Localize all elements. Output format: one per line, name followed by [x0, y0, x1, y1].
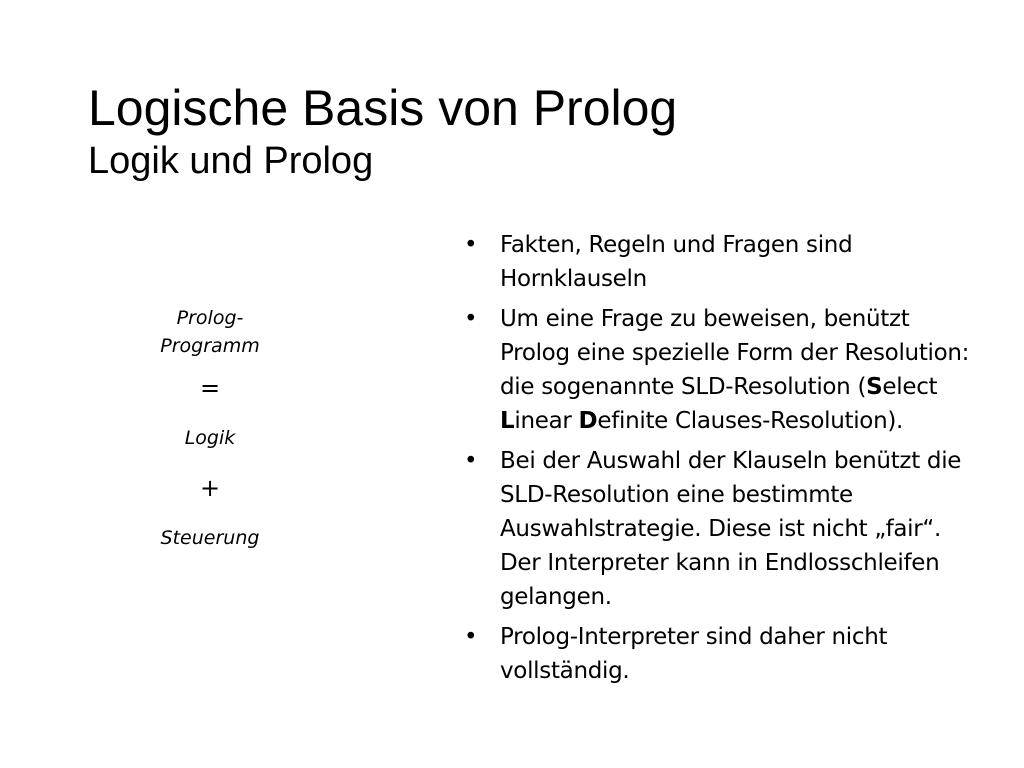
bullet-item-selection-strategy	[460, 444, 970, 614]
bullet-text-pre: Um eine Frage zu beweisen, benützt Prolog eine spezielle Form der Resolution: die sogenannte SLD-Resolution (	[500, 306, 970, 400]
title-block	[88, 78, 968, 182]
equation-equals-sign: =	[199, 374, 221, 402]
equation-block	[110, 304, 310, 552]
bullet-item-sld-resolution	[460, 302, 970, 438]
bullet-text: Bei der Auswahl der Klauseln benützt die SLD-Resolution eine bestimmte Auswahlstrategie. Diese ist nicht „fair“. Der Interpreter kann in Endlosschleifen gelangen.	[500, 448, 962, 610]
bullet-item-incomplete	[460, 620, 970, 688]
bullet-text-elect: elect	[882, 374, 938, 400]
bullet-list	[460, 228, 970, 694]
equation-term-program-line1: Prolog-	[176, 307, 244, 329]
bullet-text-efinite: efinite Clauses-Resolution).	[597, 408, 904, 434]
bullet-marker: •	[464, 306, 478, 332]
bullet-bold-s: S	[866, 374, 883, 400]
equation-term-control: Steuerung	[160, 527, 260, 549]
bullet-text: Fakten, Regeln und Fragen sind Hornklauseln	[500, 232, 853, 292]
bullet-text: Prolog-Interpreter sind daher nicht vollständig.	[500, 624, 888, 684]
bullet-bold-d: D	[578, 408, 598, 434]
equation-term-program-line2: Programm	[160, 335, 260, 357]
slide-title: Logische Basis von Prolog	[88, 80, 678, 136]
slide-subtitle: Logik und Prolog	[88, 140, 374, 182]
bullet-text-inear: inear	[514, 408, 579, 434]
bullet-item-facts	[460, 228, 970, 296]
equation-term-logic: Logik	[184, 427, 236, 449]
equation-plus-sign: +	[199, 474, 221, 502]
bullet-marker: •	[464, 232, 478, 258]
bullet-bold-l: L	[500, 408, 515, 434]
bullet-marker: •	[464, 448, 478, 474]
bullet-marker: •	[464, 624, 478, 650]
